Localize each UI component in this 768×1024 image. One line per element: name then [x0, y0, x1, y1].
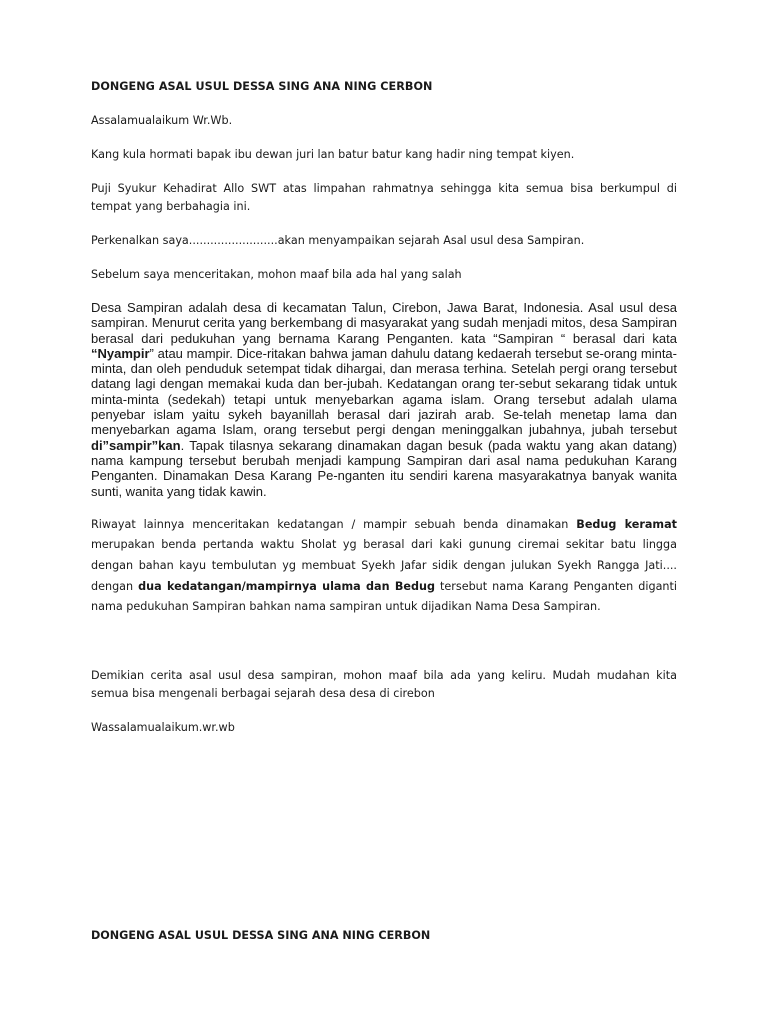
story-paragraph — [91, 300, 677, 499]
introduction-paragraph: Perkenalkan saya.........................akan menyampaikan sejarah Asal usul desa Sampiran. — [91, 234, 585, 247]
riwayat-text-2: merupakan benda pertanda waktu Sholat yg berasal dari kaki gunung ciremai sekitar batu lingga dengan bahan kayu tembulutan yg membuat Syekh Jafar sidik dengan julukan Syekh Rangga Jati.... dengan — [91, 538, 677, 593]
document-page — [91, 78, 677, 753]
intro-paragraph: Kang kula hormati bapak ibu dewan juri lan batur batur kang hadir ning tempat kiyen. — [91, 148, 575, 161]
next-page-title: DONGENG ASAL USUL DESSA SING ANA NING CERBON — [91, 929, 431, 942]
story-text-2: ” atau mampir. Dice-ritakan bahwa jaman dahulu datang kedaerah tersebut se-orang minta-minta, dan oleh penduduk setempat tidak dihargai, dan merasa terhina. Setelah pergi orang tersebut datang lagi dengan memakai kuda dan ber-jubah. Kedatangan orang ter-sebut sekarang tidak untuk minta-minta (sedekah) tetapi untuk menyebarkan agama islam. Orang tersebut adalah ulama penyebar islam yaitu sykeh bayanillah berasal dari jazirah arab. Se-telah menetap lama dan menyebarkan agama Islam, orang tersebut pergi dengan meninggalkan jubahnya, jubah tersebut — [91, 345, 677, 438]
paragraph-spacer — [91, 634, 677, 667]
riwayat-paragraph — [91, 515, 677, 618]
story-text-3: . Tapak tilasnya sekarang dinamakan dagan besuk (pada waktu yang akan datang) nama kampung tersebut berubah menjadi kampung Sampiran dari asal nama pedukuhan Karang Penganten. Dinamakan Desa Karang Pe-nganten itu sendiri karena masyarakatnya banyak wanita sunti, wanita yang tidak kawin. — [91, 437, 677, 499]
document-title: DONGENG ASAL USUL DESSA SING ANA NING CERBON — [91, 80, 433, 93]
greeting-paragraph: Assalamualaikum Wr.Wb. — [91, 114, 233, 127]
riwayat-bold-bedug: Bedug keramat — [576, 517, 677, 531]
story-bold-nyampir: “Nyampir — [91, 345, 150, 361]
riwayat-bold-ulama: dua kedatangan/mampirnya ulama dan Bedug — [138, 579, 435, 593]
farewell-paragraph: Wassalamualaikum.wr.wb — [91, 720, 235, 734]
thanks-paragraph: Puji Syukur Kehadirat Allo SWT atas limpahan rahmatnya sehingga kita semua bisa berkumpul di tempat yang berbahagia ini. — [91, 182, 677, 213]
riwayat-text-3: tersebut nama Karang Penganten diganti nama pedukuhan Sampiran bahkan nama sampiran untuk dijadikan Nama Desa Sampiran. — [91, 579, 678, 614]
riwayat-text-1: Riwayat lainnya menceritakan kedatangan / mampir sebuah benda dinamakan — [91, 517, 577, 531]
closing-paragraph: Demikian cerita asal usul desa sampiran, mohon maaf bila ada yang keliru. Mudah mudahan kita semua bisa mengenali berbagai sejarah desa desa di cirebon — [91, 668, 677, 700]
story-text-1: Desa Sampiran adalah desa di kecamatan Talun, Cirebon, Jawa Barat, Indonesia. Asal usul desa sampiran. Menurut cerita yang berkembang di masyarakat yang sudah menjadi mitos, desa Sampiran berasal dari pedukuhan yang bernama Karang Penganten. kata “Sampiran “ berasal dari kata — [91, 300, 677, 346]
apology-paragraph: Sebelum saya menceritakan, mohon maaf bila ada hal yang salah — [91, 268, 462, 281]
story-bold-disampirkan: di”sampir”kan — [91, 437, 181, 453]
